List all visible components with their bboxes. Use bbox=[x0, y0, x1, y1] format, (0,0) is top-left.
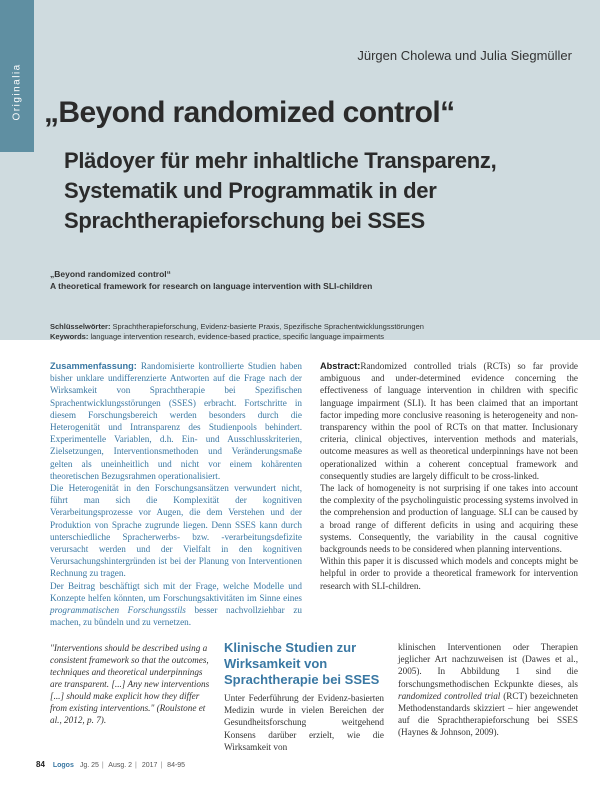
keywords-de: Sprachtherapieforschung, Evidenz-basierte Praxis, Spezifische Sprachentwicklungsstörungen bbox=[112, 322, 424, 331]
abstract-de-p2: Die Heterogenität in den Forschungsansätzen verwundert nicht, führt man sich die Komplexität der kognitiven Verarbeitungsprozesse vor Augen, die dem Verstehen und der Produktion von Sprache zugrunde liegen. Denn SSES kann durch unterschiedliche Spracherwerbs- bzw. -verarbeitungsdefizite verursacht werden und der Vielfalt in den kognitiven Verursachungshintergründen ist bei der Planung von Interventionen Rechnung zu tragen. bbox=[50, 483, 302, 579]
abstract-german bbox=[50, 360, 302, 628]
abstract-en-p3: Within this paper it is discussed which models and concepts might be helpful in order to provide a theoretical framework for intervention research with SLI-children. bbox=[320, 556, 578, 591]
abstract-english bbox=[320, 360, 578, 592]
abstract-en-label: Abstract: bbox=[320, 361, 361, 371]
keywords-en-label: Keywords: bbox=[50, 332, 89, 341]
journal-year: 2017 bbox=[141, 762, 158, 769]
section-tab-label: Originalia bbox=[11, 63, 23, 121]
pull-quote: "Interventions should be described using a consistent framework so that the outcomes, techniques and theoretical underpinnings are transparent. [...] Any new interventions [...] should make explicit how they differ from existing interventions." (Roulstone et al., 2012, p. 7). bbox=[50, 643, 210, 725]
abstract-de-p1: Randomisierte kontrollierte Studien haben bisher unklare undifferenzierte Antworten auf die Frage nach der Wirksamkeit von Sprachtherapie bei Spezifischen Sprachentwicklungsstörungen (SSES) erbracht. Fortschritte in diesem Forschungsbereich werden besonders durch die Heterogenität und Intransparenz des Studienpools behindert. Experimentelle Variablen, d.h. Ein- und Ausschlusskriterien, Zielsetzungen, Interventionsmethoden und Veränderungsmaße gelten als uneinheitlich und nicht vor einem kohärenten theoretischen Bezugsrahmen operationalisiert. bbox=[50, 361, 302, 481]
section-body-col1: Unter Federführung der Evidenz-basierten Medizin wurde in vielen Bereichen der Gesundheitsforschung weitgehend Konsens darüber erzielt, wie die Wirksamkeit von bbox=[224, 693, 384, 752]
journal-volume: Jg. 25 bbox=[79, 762, 99, 769]
page-footer: 84 Logos Jg. 25 | Ausg. 2 | 2017 | 84-95 bbox=[36, 760, 186, 769]
page-number: 84 bbox=[36, 760, 45, 769]
keywords bbox=[50, 322, 580, 342]
article-subtitle: Plädoyer für mehr inhaltliche Transparenz, Systematik und Programmatik in der Sprachtherapieforschung bei SSES bbox=[64, 148, 497, 233]
english-title bbox=[50, 268, 372, 292]
english-title-line2: A theoretical framework for research on language intervention with SLI-children bbox=[50, 281, 373, 291]
keywords-en: language intervention research, evidence-based practice, specific language impairments bbox=[90, 332, 384, 341]
journal-name: Logos bbox=[52, 762, 74, 769]
abstract-de-p3: Der Beitrag beschäftigt sich mit der Frage, welche Modelle und Konzepte helfen könnten, um Forschungsaktivitäten im Sinne eines programmatischen Forschungsstils besser nachvollziehbar zu machen, zu bündeln und zu vernetzen. bbox=[50, 580, 302, 628]
abstract-en-p1: Randomized controlled trials (RCTs) so far provide ambiguous and under-determined evidence concerning the effectiveness of language intervention in children with specific language impairment (SLI). It has been claimed that an important factor impeding more conclusive reasoning is heterogeneity and non-transparency within the pool of RCTs on that matter. Inclusionary criteria, clinical objectives, intervention methods and materials, outcome measures as well as theoretical underpinnings have not been operationalized within a coherent conceptual framework and consequently studies are largely difficult to be cross-linked. bbox=[320, 361, 578, 481]
authors: Jürgen Cholewa und Julia Siegmüller bbox=[357, 48, 572, 63]
section-heading: Klinische Studien zur Wirksamkeit von Sprachtherapie bei SSES bbox=[224, 640, 380, 687]
article-title: „Beyond randomized control“ bbox=[44, 96, 455, 129]
journal-issue: Ausg. 2 bbox=[108, 762, 133, 769]
section-body-col2: klinischen Interventionen oder Therapien jeglicher Art nachzuweisen ist (Dawes et al., 2005). In Abbildung 1 sind die forschungsmethodischen Eckpunkte dieses, als randomized controlled trial (RCT) bezeichneten Methodenstandards skizziert – hier angewendet auf die Sprachtherapieforschung bei SSES (Haynes & Johnson, 2009). bbox=[398, 642, 579, 738]
keywords-de-label: Schlüsselwörter: bbox=[50, 322, 111, 331]
journal-pages: 84-95 bbox=[167, 762, 186, 769]
abstract-de-label: Zusammenfassung: bbox=[50, 361, 137, 371]
abstract-en-p2: The lack of homogeneity is not surprising if one takes into account the complexity of the psycholinguistic processing systems involved in the comprehension and production of language. SLI can be caused by a broad range of different deficits in using and acquiring these systems. Consequently, the variability in the causal cognitive backgrounds needs to be considered when planning interventions. bbox=[320, 483, 578, 555]
section-tab bbox=[0, 0, 34, 152]
english-title-line1: „Beyond randomized control“ bbox=[50, 269, 171, 279]
